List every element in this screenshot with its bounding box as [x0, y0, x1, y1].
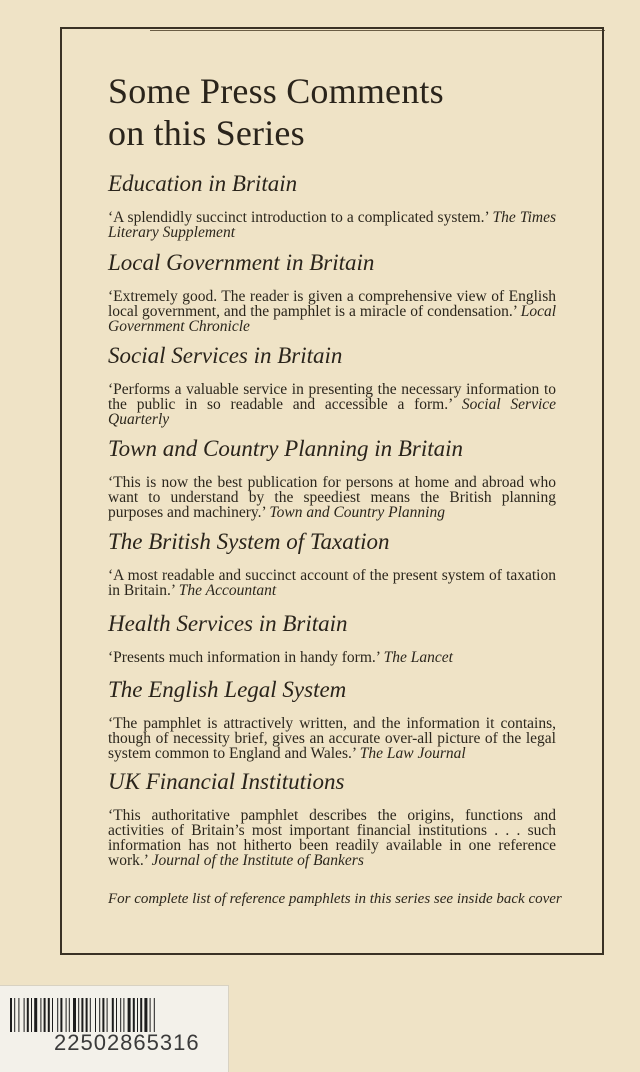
entry-quote: ‘Performs a valuable service in presenting the necessary information to the public in so readable and accessible a form.’	[108, 381, 556, 413]
entry-heading: Social Services in Britain	[108, 343, 343, 368]
barcode-number: 22502865316	[54, 1030, 200, 1055]
entry-quote: ‘Presents much information in handy form.’	[108, 649, 380, 666]
entry-taxation	[108, 528, 556, 598]
entry-text	[108, 382, 556, 427]
entry-text	[108, 568, 556, 598]
entry-social-services	[108, 342, 556, 427]
entry-local-government	[108, 249, 556, 334]
entry-english-legal-system	[108, 676, 556, 761]
entry-heading: The English Legal System	[108, 677, 347, 702]
entry-heading: Education in Britain	[108, 171, 298, 196]
entry-source: The Lancet	[383, 649, 453, 666]
entry-quote: ‘This authoritative pamphlet describes the origins, functions and activities of Britain’s most important financial institutions . . . such information has not hitherto been readily available in one reference work.’	[108, 807, 556, 869]
entry-education	[108, 170, 556, 240]
entry-text	[108, 289, 556, 334]
entry-heading: UK Financial Institutions	[108, 769, 345, 794]
page-title	[108, 70, 568, 154]
barcode-icon	[10, 998, 208, 1032]
entry-quote: ‘A most readable and succinct account of the present system of taxation in Britain.’	[108, 567, 556, 599]
entry-text	[108, 210, 556, 240]
entry-source: Journal of the Institute of Bankers	[151, 852, 364, 869]
entry-heading: Health Services in Britain	[108, 611, 348, 636]
entry-heading: The British System of Taxation	[108, 529, 390, 554]
title-line-2: on this Series	[108, 113, 305, 153]
entry-quote: ‘A splendidly succinct introduction to a complicated system.’	[108, 209, 489, 226]
entry-text	[108, 475, 556, 520]
entry-heading: Local Government in Britain	[108, 250, 375, 275]
title-line-1: Some Press Comments	[108, 71, 444, 111]
entry-quote: ‘The pamphlet is attractively written, and the information it contains, though of necessity brief, gives an accurate over-all picture of the legal system common to England and Wales.’	[108, 715, 556, 762]
entry-text	[108, 808, 556, 868]
entry-source: The Times Literary Supplement	[108, 209, 557, 241]
entry-heading: Town and Country Planning in Britain	[108, 436, 464, 461]
entry-source: Local Government Chronicle	[108, 303, 557, 335]
entry-quote: ‘This is now the best publication for persons at home and abroad who want to understand by the speediest means the British planning purposes and machinery.’	[108, 474, 556, 521]
footer-note: For complete list of reference pamphlets in this series see inside back cover	[108, 891, 562, 907]
entry-source: Town and Country Planning	[269, 504, 445, 521]
entry-quote: ‘Extremely good. The reader is given a comprehensive view of English local government, and the pamphlet is a miracle of condensation.’	[108, 288, 556, 320]
entry-health-services	[108, 610, 556, 665]
entry-text	[108, 716, 556, 761]
barcode-label	[0, 985, 229, 1072]
entry-town-country-planning	[108, 435, 556, 520]
entry-source: The Law Journal	[359, 745, 466, 762]
entry-uk-financial-institutions	[108, 768, 556, 868]
entry-text	[108, 650, 556, 665]
entry-source: Social Service Quarterly	[108, 396, 557, 428]
entry-source: The Accountant	[178, 582, 277, 599]
